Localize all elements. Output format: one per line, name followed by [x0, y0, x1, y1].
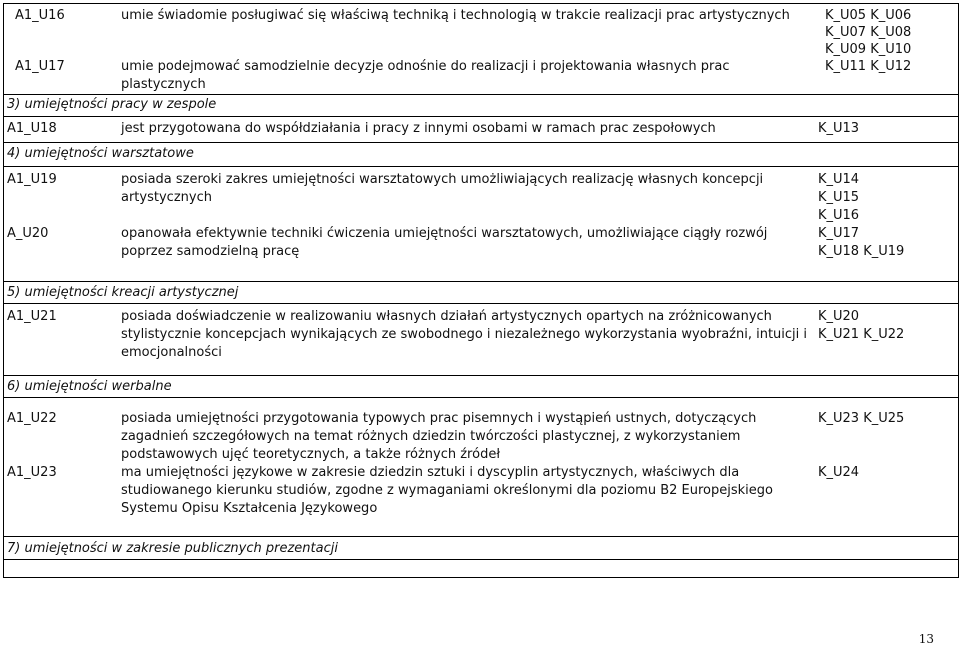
outcome-reference: K_U20 [818, 309, 860, 324]
outcome-code: A1_U18 [7, 121, 57, 136]
outcome-reference: K_U16 [818, 208, 860, 223]
outcome-description: posiada szeroki zakres umiejętności warsztatowych umożliwiających realizację własnych koncepcji artystycznych [121, 172, 764, 205]
row-separator [4, 116, 958, 117]
row-separator [4, 536, 958, 537]
outcome-description: opanowała efektywnie techniki ćwiczenia umiejętności warsztatowych, umożliwiające ciągły rozwój poprzez samodzielną pracę [121, 226, 768, 259]
outcome-code: A_U20 [7, 226, 49, 241]
outcome-reference: K_U24 [818, 465, 860, 480]
outcome-description: jest przygotowana do współdziałania i pracy z innymi osobami w ramach prac zespołowych [121, 121, 716, 136]
outcome-code: A1_U22 [7, 411, 57, 426]
outcome-reference: K_U15 [818, 190, 860, 205]
outcome-reference: K_U05 K_U06 [825, 8, 912, 23]
outcome-description: umie podejmować samodzielnie decyzje odnośnie do realizacji i projektowania własnych prac plastycznych [121, 59, 730, 92]
outcome-code: A1_U23 [7, 465, 57, 480]
outcome-reference: K_U18 K_U19 [818, 244, 905, 259]
outcome-reference: K_U21 K_U22 [818, 327, 905, 342]
outcome-description: umie świadomie posługiwać się właściwą techniką i technologią w trakcie realizacji prac artystycznych [121, 8, 790, 23]
outcome-reference: K_U14 [818, 172, 860, 187]
row-separator [4, 397, 958, 398]
learning-outcomes-table [3, 3, 959, 578]
row-separator [4, 281, 958, 282]
outcome-code: A1_U19 [7, 172, 57, 187]
outcome-reference: K_U17 [818, 226, 860, 241]
section-heading: 4) umiejętności warsztatowe [7, 146, 194, 161]
row-separator [4, 142, 958, 143]
row-separator [4, 559, 958, 560]
page-number: 13 [918, 632, 934, 646]
outcome-reference: K_U07 K_U08 [825, 25, 912, 40]
row-separator [4, 375, 958, 376]
outcome-reference: K_U23 K_U25 [818, 411, 905, 426]
outcome-description: posiada umiejętności przygotowania typowych prac pisemnych i wystąpień ustnych, dotyczących zagadnień szczegółowych na temat różnych dziedzin twórczości plastycznej, z wykorzystaniem podstawowych ujęć teoretycznych, a także różnych źródeł [121, 411, 757, 462]
outcome-code: A1_U17 [15, 59, 65, 74]
section-heading: 6) umiejętności werbalne [7, 379, 172, 394]
outcome-reference: K_U11 K_U12 [825, 59, 912, 74]
row-separator [4, 94, 958, 95]
row-separator [4, 303, 958, 304]
section-heading: 7) umiejętności w zakresie publicznych prezentacji [7, 541, 338, 556]
outcome-description: ma umiejętności językowe w zakresie dziedzin sztuki i dyscyplin artystycznych, właściwych dla studiowanego kierunku studiów, zgodne z wymaganiami określonymi dla poziomu B2 Europejskiego Systemu Opisu Kształcenia Językowego [121, 465, 773, 516]
outcome-code: A1_U16 [15, 8, 65, 23]
outcome-reference: K_U13 [818, 121, 860, 136]
outcome-reference: K_U09 K_U10 [825, 42, 912, 57]
section-heading: 3) umiejętności pracy w zespole [7, 97, 217, 112]
section-heading: 5) umiejętności kreacji artystycznej [7, 285, 239, 300]
row-separator [4, 166, 958, 167]
outcome-description: posiada doświadczenie w realizowaniu własnych działań artystycznych opartych na zróżnicowanych stylistycznie koncepcjach wynikających ze swobodnego i niezależnego wykorzystania wyobraźni, intuicji i emocjonalności [121, 309, 808, 360]
outcome-code: A1_U21 [7, 309, 57, 324]
